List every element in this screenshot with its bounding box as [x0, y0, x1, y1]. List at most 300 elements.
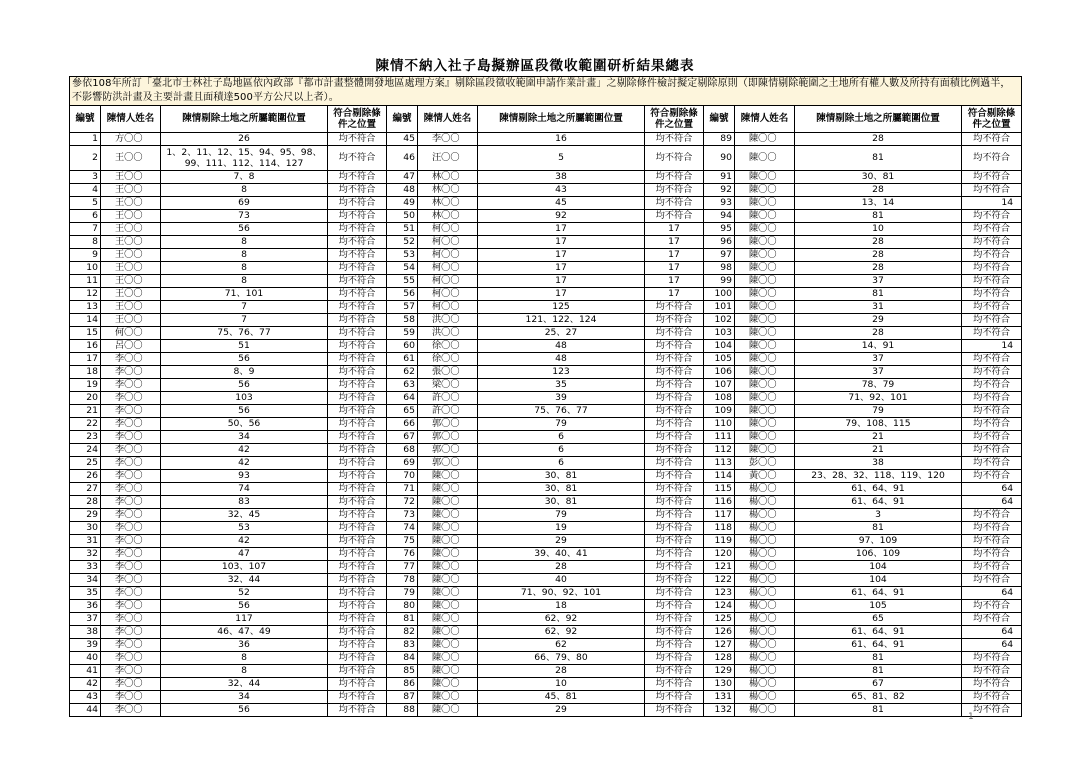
cell-result: 均不符合	[328, 431, 387, 444]
cell-position: 29	[795, 314, 962, 327]
cell-result: 均不符合	[962, 600, 1022, 613]
cell-position: 73	[161, 210, 328, 223]
cell-result: 均不符合	[962, 288, 1022, 301]
cell-no: 17	[70, 353, 101, 366]
cell-name: 李〇〇	[101, 665, 161, 678]
cell-name: 王〇〇	[101, 288, 161, 301]
cell-position: 117	[161, 613, 328, 626]
cell-position: 62	[478, 639, 645, 652]
cell-result: 均不符合	[645, 561, 704, 574]
cell-no: 95	[704, 223, 735, 236]
cell-no: 76	[387, 548, 418, 561]
cell-position: 42	[161, 457, 328, 470]
cell-no: 111	[704, 431, 735, 444]
cell-no: 43	[70, 691, 101, 704]
cell-name: 郭〇〇	[418, 418, 478, 431]
cell-position: 21	[795, 431, 962, 444]
cell-result: 均不符合	[328, 574, 387, 587]
cell-name: 陳〇〇	[418, 587, 478, 600]
cell-position: 31	[795, 301, 962, 314]
cell-position: 56	[161, 379, 328, 392]
cell-result: 均不符合	[645, 535, 704, 548]
cell-position: 106、109	[795, 548, 962, 561]
table-row	[70, 314, 1022, 327]
cell-no: 6	[70, 210, 101, 223]
cell-no: 92	[704, 184, 735, 197]
cell-position: 10	[795, 223, 962, 236]
cell-position: 6	[478, 457, 645, 470]
cell-position: 75、76、77	[478, 405, 645, 418]
cell-position: 30、81	[478, 496, 645, 509]
table-row	[70, 405, 1022, 418]
cell-result: 均不符合	[328, 704, 387, 717]
cell-no: 42	[70, 678, 101, 691]
cell-position: 48	[478, 353, 645, 366]
cell-name: 陳〇〇	[418, 470, 478, 483]
header-result: 符合剔除條 件之位置	[645, 106, 704, 133]
cell-name: 陳〇〇	[735, 249, 795, 262]
cell-name: 陳〇〇	[418, 600, 478, 613]
cell-position: 45、81	[478, 691, 645, 704]
cell-name: 李〇〇	[101, 392, 161, 405]
cell-name: 何〇〇	[101, 327, 161, 340]
table-row	[70, 366, 1022, 379]
cell-result: 均不符合	[328, 509, 387, 522]
cell-no: 12	[70, 288, 101, 301]
cell-position: 7	[161, 301, 328, 314]
cell-result: 均不符合	[645, 444, 704, 457]
cell-position: 52	[161, 587, 328, 600]
cell-result: 均不符合	[328, 197, 387, 210]
cell-result: 均不符合	[328, 678, 387, 691]
cell-no: 74	[387, 522, 418, 535]
cell-no: 120	[704, 548, 735, 561]
cell-name: 楊〇〇	[735, 665, 795, 678]
cell-no: 51	[387, 223, 418, 236]
cell-result: 17	[645, 275, 704, 288]
cell-position: 79	[478, 509, 645, 522]
table-row	[70, 665, 1022, 678]
cell-position: 39、40、41	[478, 548, 645, 561]
cell-no: 110	[704, 418, 735, 431]
cell-result: 均不符合	[328, 275, 387, 288]
cell-no: 63	[387, 379, 418, 392]
cell-name: 李〇〇	[101, 626, 161, 639]
cell-result: 均不符合	[645, 171, 704, 184]
header-position: 陳情剔除土地之所屬範圍位置	[795, 106, 962, 133]
cell-result: 均不符合	[645, 353, 704, 366]
document-title: 陳情不納入社子島擬辦區段徵收範圍研析結果總表	[375, 58, 695, 74]
cell-result: 均不符合	[328, 535, 387, 548]
cell-position: 8	[161, 665, 328, 678]
cell-name: 陳〇〇	[735, 444, 795, 457]
cell-name: 呂〇〇	[101, 340, 161, 353]
cell-position: 29	[478, 535, 645, 548]
header-no: 編號	[704, 106, 735, 133]
cell-no: 72	[387, 496, 418, 509]
cell-position: 61、64、91	[795, 483, 962, 496]
cell-name: 楊〇〇	[735, 600, 795, 613]
cell-name: 李〇〇	[101, 561, 161, 574]
header-row	[70, 106, 1022, 133]
cell-no: 103	[704, 327, 735, 340]
cell-name: 陳〇〇	[735, 366, 795, 379]
cell-no: 21	[70, 405, 101, 418]
cell-result: 均不符合	[962, 275, 1022, 288]
cell-result: 均不符合	[328, 418, 387, 431]
cell-no: 129	[704, 665, 735, 678]
cell-position: 29	[478, 704, 645, 717]
cell-result: 17	[645, 223, 704, 236]
header-no: 編號	[387, 106, 418, 133]
cell-result: 均不符合	[645, 366, 704, 379]
cell-name: 李〇〇	[101, 483, 161, 496]
table-row	[70, 535, 1022, 548]
cell-result: 均不符合	[645, 327, 704, 340]
cell-position: 32、44	[161, 678, 328, 691]
cell-position: 71、101	[161, 288, 328, 301]
cell-no: 132	[704, 704, 735, 717]
cell-position: 7	[161, 314, 328, 327]
cell-no: 44	[70, 704, 101, 717]
cell-name: 陳〇〇	[735, 133, 795, 146]
cell-result: 均不符合	[328, 639, 387, 652]
cell-result: 均不符合	[328, 236, 387, 249]
cell-no: 39	[70, 639, 101, 652]
cell-no: 66	[387, 418, 418, 431]
cell-name: 柯〇〇	[418, 223, 478, 236]
cell-position: 71、92、101	[795, 392, 962, 405]
cell-name: 陳〇〇	[735, 146, 795, 171]
cell-name: 陳〇〇	[735, 197, 795, 210]
cell-result: 均不符合	[328, 262, 387, 275]
cell-result: 均不符合	[645, 314, 704, 327]
cell-no: 69	[387, 457, 418, 470]
cell-name: 王〇〇	[101, 314, 161, 327]
table-row	[70, 249, 1022, 262]
table-row	[70, 704, 1022, 717]
cell-name: 陳〇〇	[735, 314, 795, 327]
cell-position: 28	[795, 262, 962, 275]
cell-no: 78	[387, 574, 418, 587]
cell-no: 8	[70, 236, 101, 249]
cell-name: 陳〇〇	[735, 236, 795, 249]
cell-position: 81	[795, 704, 962, 717]
cell-no: 37	[70, 613, 101, 626]
cell-result: 均不符合	[328, 405, 387, 418]
cell-result: 均不符合	[962, 561, 1022, 574]
cell-no: 3	[70, 171, 101, 184]
cell-result: 均不符合	[328, 561, 387, 574]
cell-result: 均不符合	[962, 613, 1022, 626]
cell-no: 25	[70, 457, 101, 470]
cell-position: 8	[161, 249, 328, 262]
cell-name: 陳〇〇	[735, 340, 795, 353]
cell-result: 均不符合	[962, 444, 1022, 457]
cell-position: 66、79、80	[478, 652, 645, 665]
cell-name: 陳〇〇	[418, 691, 478, 704]
cell-name: 陳〇〇	[418, 561, 478, 574]
cell-no: 105	[704, 353, 735, 366]
cell-name: 楊〇〇	[735, 561, 795, 574]
cell-result: 均不符合	[328, 652, 387, 665]
cell-result: 均不符合	[328, 587, 387, 600]
cell-position: 6	[478, 444, 645, 457]
cell-position: 81	[795, 652, 962, 665]
cell-name: 柯〇〇	[418, 275, 478, 288]
cell-position: 37	[795, 275, 962, 288]
cell-name: 楊〇〇	[735, 509, 795, 522]
cell-name: 陳〇〇	[735, 275, 795, 288]
cell-name: 許〇〇	[418, 392, 478, 405]
cell-position: 8	[161, 262, 328, 275]
cell-no: 32	[70, 548, 101, 561]
cell-result: 均不符合	[645, 483, 704, 496]
cell-result: 均不符合	[645, 431, 704, 444]
cell-result: 均不符合	[328, 184, 387, 197]
cell-result: 均不符合	[645, 548, 704, 561]
cell-position: 8	[161, 275, 328, 288]
cell-result: 均不符合	[645, 574, 704, 587]
table-row	[70, 275, 1022, 288]
cell-position: 30、81	[478, 483, 645, 496]
cell-position: 21	[795, 444, 962, 457]
cell-result: 均不符合	[328, 146, 387, 171]
cell-result: 均不符合	[328, 249, 387, 262]
cell-result: 均不符合	[962, 405, 1022, 418]
cell-name: 王〇〇	[101, 301, 161, 314]
cell-result: 17	[645, 262, 704, 275]
cell-name: 李〇〇	[101, 535, 161, 548]
cell-no: 49	[387, 197, 418, 210]
table-row	[70, 691, 1022, 704]
cell-position: 46、47、49	[161, 626, 328, 639]
cell-no: 33	[70, 561, 101, 574]
cell-no: 107	[704, 379, 735, 392]
cell-no: 50	[387, 210, 418, 223]
cell-no: 24	[70, 444, 101, 457]
cell-position: 30、81	[795, 171, 962, 184]
cell-name: 李〇〇	[101, 444, 161, 457]
cell-no: 89	[704, 133, 735, 146]
cell-position: 28	[795, 236, 962, 249]
cell-position: 8	[161, 184, 328, 197]
cell-position: 79	[478, 418, 645, 431]
cell-name: 陳〇〇	[735, 353, 795, 366]
cell-no: 124	[704, 600, 735, 613]
cell-name: 李〇〇	[101, 470, 161, 483]
cell-result: 均不符合	[645, 587, 704, 600]
cell-position: 47	[161, 548, 328, 561]
cell-result: 均不符合	[645, 626, 704, 639]
cell-no: 48	[387, 184, 418, 197]
cell-result: 均不符合	[328, 340, 387, 353]
cell-result: 均不符合	[645, 704, 704, 717]
table-row	[70, 483, 1022, 496]
cell-result: 均不符合	[962, 249, 1022, 262]
cell-position: 78、79	[795, 379, 962, 392]
cell-name: 陳〇〇	[735, 418, 795, 431]
header-result: 符合剔除條 件之位置	[328, 106, 387, 133]
cell-result: 均不符合	[328, 353, 387, 366]
cell-position: 75、76、77	[161, 327, 328, 340]
cell-name: 李〇〇	[101, 431, 161, 444]
cell-position: 105	[795, 600, 962, 613]
cell-position: 28	[478, 665, 645, 678]
cell-name: 李〇〇	[101, 418, 161, 431]
cell-position: 42	[161, 535, 328, 548]
cell-position: 121、122、124	[478, 314, 645, 327]
cell-no: 29	[70, 509, 101, 522]
cell-result: 均不符合	[962, 353, 1022, 366]
cell-name: 陳〇〇	[735, 392, 795, 405]
cell-result: 均不符合	[962, 522, 1022, 535]
table-row	[70, 496, 1022, 509]
cell-result: 均不符合	[962, 457, 1022, 470]
cell-result: 均不符合	[962, 184, 1022, 197]
cell-result: 均不符合	[328, 133, 387, 146]
table-row	[70, 171, 1022, 184]
cell-no: 126	[704, 626, 735, 639]
cell-no: 91	[704, 171, 735, 184]
cell-no: 130	[704, 678, 735, 691]
cell-position: 45	[478, 197, 645, 210]
cell-name: 王〇〇	[101, 249, 161, 262]
cell-result: 均不符合	[645, 470, 704, 483]
cell-result: 均不符合	[645, 509, 704, 522]
cell-result: 均不符合	[645, 652, 704, 665]
cell-name: 張〇〇	[418, 366, 478, 379]
cell-no: 116	[704, 496, 735, 509]
cell-no: 75	[387, 535, 418, 548]
cell-name: 郭〇〇	[418, 431, 478, 444]
cell-no: 86	[387, 678, 418, 691]
intro-text: 參依108年所訂「臺北市士林社子島地區依內政部『都市計畫整體開發地區處理方案』剔除區段徵收範圍申請作業計畫」之剔除條件檢討擬定剔除原則（即陳情剔除範圍之土地所有權人數及所持有面積比例過半，不影響防洪計畫及主要計畫且面積達500平方公尺以上者）。	[70, 77, 1022, 106]
cell-name: 李〇〇	[101, 639, 161, 652]
cell-no: 60	[387, 340, 418, 353]
cell-position: 35	[478, 379, 645, 392]
cell-no: 127	[704, 639, 735, 652]
cell-no: 88	[387, 704, 418, 717]
cell-result: 均不符合	[962, 574, 1022, 587]
cell-name: 陳〇〇	[418, 522, 478, 535]
cell-result: 均不符合	[962, 262, 1022, 275]
cell-no: 81	[387, 613, 418, 626]
cell-name: 李〇〇	[101, 405, 161, 418]
cell-no: 19	[70, 379, 101, 392]
cell-no: 113	[704, 457, 735, 470]
cell-no: 108	[704, 392, 735, 405]
cell-name: 王〇〇	[101, 236, 161, 249]
cell-position: 25、27	[478, 327, 645, 340]
cell-result: 均不符合	[962, 301, 1022, 314]
cell-name: 李〇〇	[101, 548, 161, 561]
cell-result: 均不符合	[328, 665, 387, 678]
cell-name: 李〇〇	[101, 691, 161, 704]
cell-result: 均不符合	[645, 197, 704, 210]
table-row	[70, 626, 1022, 639]
cell-position: 93	[161, 470, 328, 483]
cell-position: 28	[795, 327, 962, 340]
cell-no: 41	[70, 665, 101, 678]
cell-name: 柯〇〇	[418, 236, 478, 249]
cell-position: 17	[478, 249, 645, 262]
cell-no: 101	[704, 301, 735, 314]
cell-name: 陳〇〇	[735, 184, 795, 197]
cell-no: 82	[387, 626, 418, 639]
cell-position: 83	[161, 496, 328, 509]
cell-result: 均不符合	[645, 146, 704, 171]
cell-position: 71、90、92、101	[478, 587, 645, 600]
cell-position: 61、64、91	[795, 626, 962, 639]
table-row	[70, 639, 1022, 652]
table-row	[70, 327, 1022, 340]
cell-name: 陳〇〇	[735, 379, 795, 392]
cell-name: 陳〇〇	[735, 405, 795, 418]
cell-position: 61、64、91	[795, 639, 962, 652]
table-row	[70, 146, 1022, 171]
cell-name: 林〇〇	[418, 184, 478, 197]
cell-name: 王〇〇	[101, 210, 161, 223]
cell-result: 均不符合	[962, 509, 1022, 522]
header-result: 符合剔除條 件之位置	[962, 106, 1022, 133]
cell-name: 郭〇〇	[418, 444, 478, 457]
cell-result: 均不符合	[645, 600, 704, 613]
cell-result: 均不符合	[645, 133, 704, 146]
cell-position: 56	[161, 223, 328, 236]
cell-no: 122	[704, 574, 735, 587]
table-row	[70, 392, 1022, 405]
cell-name: 李〇〇	[101, 379, 161, 392]
cell-name: 陳〇〇	[735, 171, 795, 184]
cell-no: 4	[70, 184, 101, 197]
cell-no: 119	[704, 535, 735, 548]
cell-result: 64	[962, 587, 1022, 600]
cell-name: 李〇〇	[101, 600, 161, 613]
cell-result: 均不符合	[328, 483, 387, 496]
cell-result: 17	[645, 236, 704, 249]
cell-name: 洪〇〇	[418, 314, 478, 327]
cell-position: 8、9	[161, 366, 328, 379]
table-row	[70, 574, 1022, 587]
cell-position: 6	[478, 431, 645, 444]
cell-result: 均不符合	[645, 691, 704, 704]
cell-result: 64	[962, 496, 1022, 509]
cell-position: 74	[161, 483, 328, 496]
cell-result: 均不符合	[962, 171, 1022, 184]
cell-name: 陳〇〇	[418, 639, 478, 652]
cell-name: 王〇〇	[101, 146, 161, 171]
cell-name: 陳〇〇	[418, 509, 478, 522]
cell-result: 均不符合	[962, 223, 1022, 236]
cell-position: 26	[161, 133, 328, 146]
cell-result: 14	[962, 197, 1022, 210]
cell-name: 李〇〇	[418, 133, 478, 146]
cell-position: 30、81	[478, 470, 645, 483]
cell-position: 17	[478, 275, 645, 288]
cell-result: 均不符合	[328, 626, 387, 639]
cell-position: 125	[478, 301, 645, 314]
cell-result: 均不符合	[328, 327, 387, 340]
cell-name: 陳〇〇	[735, 210, 795, 223]
cell-name: 李〇〇	[101, 522, 161, 535]
cell-no: 52	[387, 236, 418, 249]
cell-no: 14	[70, 314, 101, 327]
cell-no: 27	[70, 483, 101, 496]
cell-no: 18	[70, 366, 101, 379]
cell-name: 陳〇〇	[418, 652, 478, 665]
cell-position: 56	[161, 600, 328, 613]
